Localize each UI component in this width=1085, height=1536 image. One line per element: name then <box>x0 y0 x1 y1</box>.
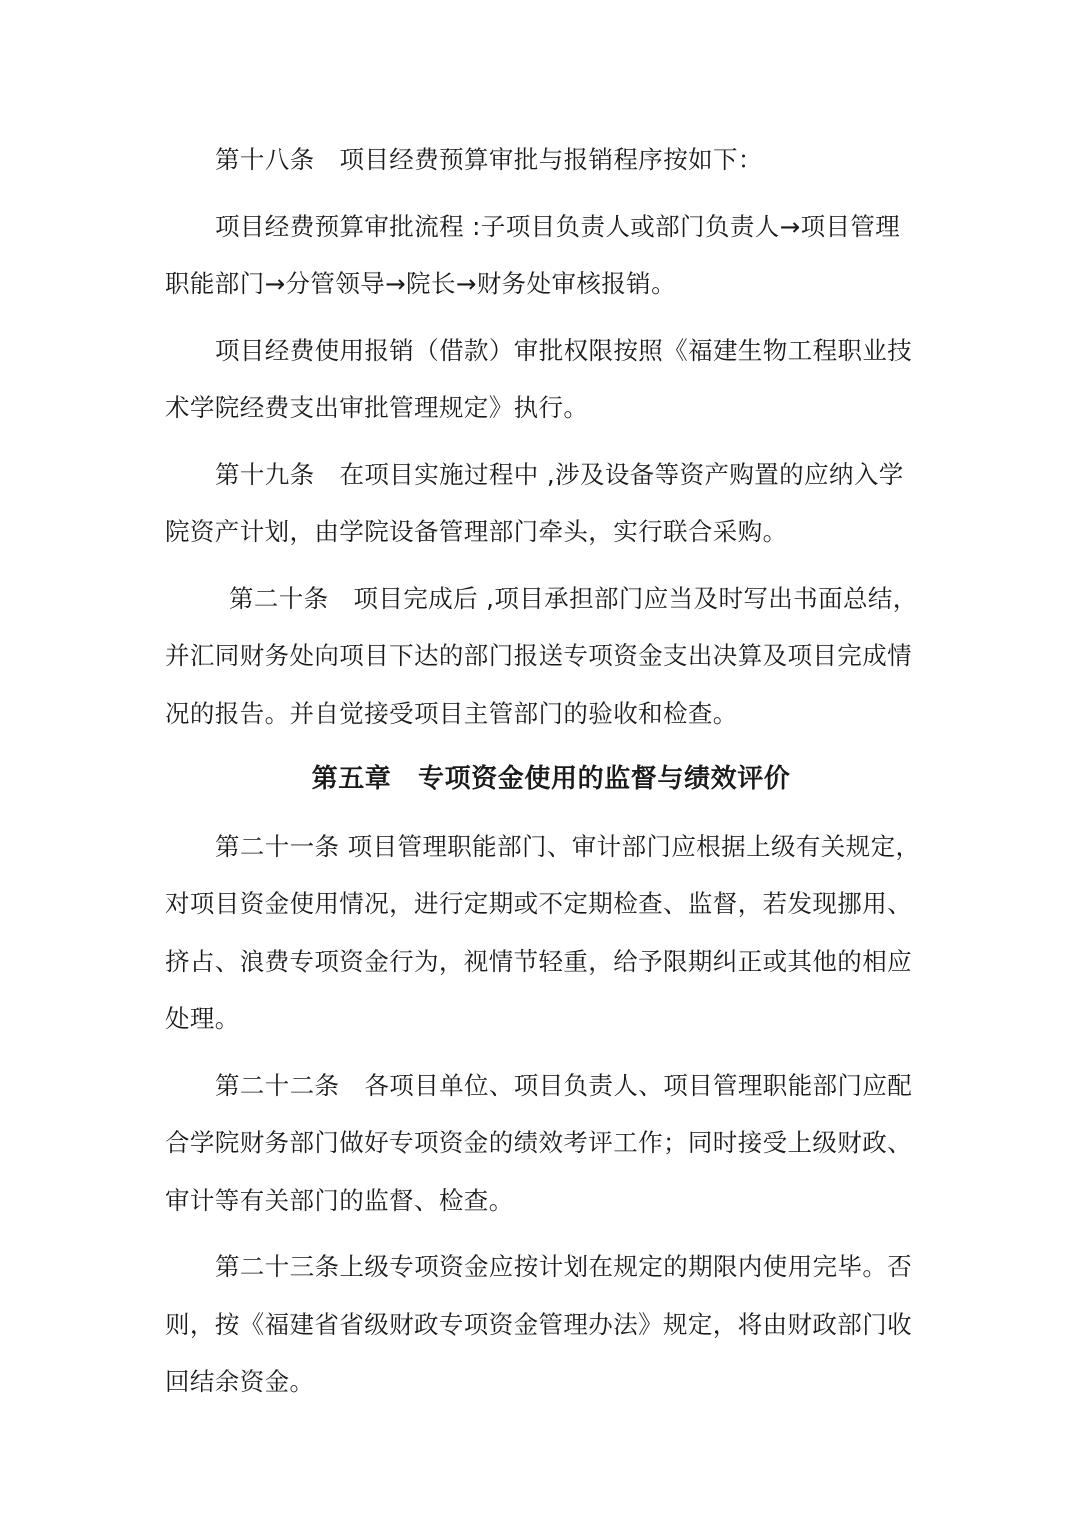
article-21: 第二十一条 项目管理职能部门、审计部门应根据上级有关规定，对项目资金使用情况，进行定期或不定期检查、监督，若发现挪用、挤占、浪费专项资金行为，视情节轻重，给予限期纠正或其他的相应处理。 <box>165 831 921 1033</box>
reimbursement-authority: 项目经费使用报销（借款）审批权限按照《福建生物工程职业技术学院经费支出审批管理规定》执行。 <box>165 335 913 422</box>
article-22: 第二十二条 各项目单位、项目负责人、项目管理职能部门应配合学院财务部门做好专项资金的绩效考评工作；同时接受上级财政、审计等有关部门的监督、检查。 <box>165 1070 913 1215</box>
budget-approval-flow: 项目经费预算审批流程 :子项目负责人或部门负责人→项目管理职能部门→分管领导→院长→财务处审核报销。 <box>165 211 901 298</box>
article-20: 第二十条 项目完成后 ,项目承担部门应当及时写出书面总结，并汇同财务处向项目下达的部门报送专项资金支出决算及项目完成情况的报告。并自觉接受项目主管部门的验收和检查。 <box>165 583 918 728</box>
article-19: 第十九条 在项目实施过程中 ,涉及设备等资产购置的应纳入学院资产计划，由学院设备管理部门牵头，实行联合采购。 <box>165 459 904 546</box>
chapter-5-title: 第五章 专项资金使用的监督与绩效评价 <box>311 764 791 794</box>
document-body <box>165 131 925 1420</box>
article-18: 第十八条 项目经费预算审批与报销程序按如下： <box>215 145 763 174</box>
article-23: 第二十三条上级专项资金应按计划在规定的期限内使用完毕。否则，按《福建省省级财政专项资金管理办法》规定，将由财政部门收回结余资金。 <box>165 1252 913 1396</box>
